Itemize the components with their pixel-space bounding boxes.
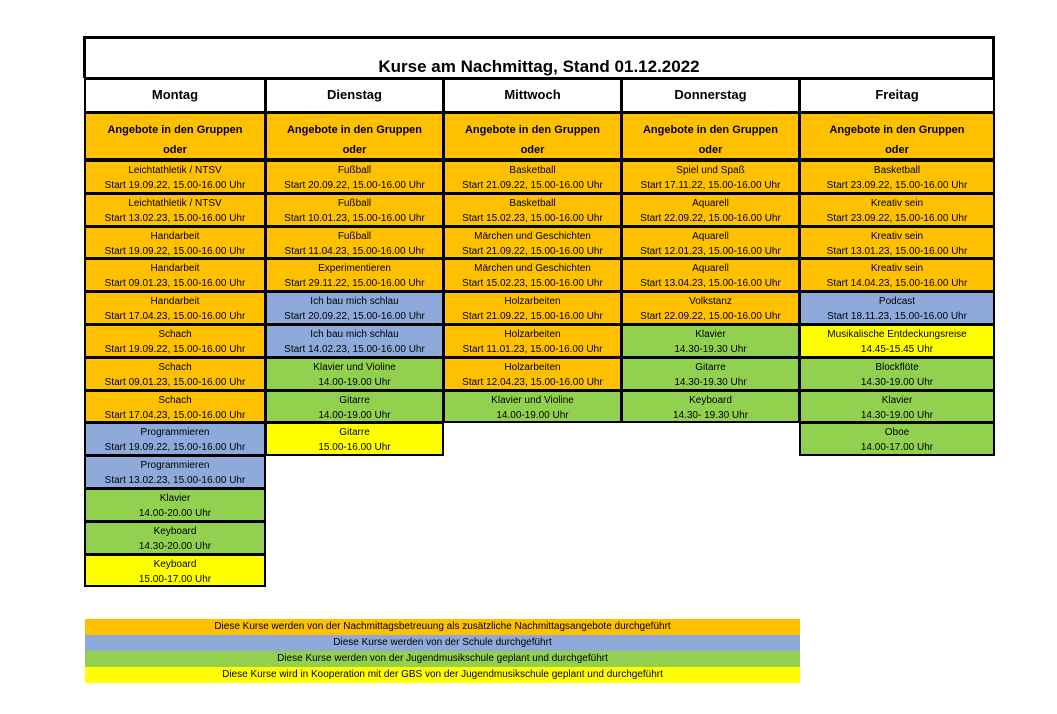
course-cell: [265, 324, 444, 358]
course-cell: [799, 160, 995, 194]
legend-row: Diese Kurse werden von der Jugendmusikschule geplant und durchgeführt: [85, 651, 800, 667]
course-cell: [84, 193, 266, 227]
course-time: 14.30- 19.30 Uhr: [672, 409, 749, 421]
course-cell: [84, 455, 266, 489]
course-cell: [799, 324, 995, 358]
course-name: Keyboard: [153, 558, 197, 570]
course-name: Basketball: [873, 165, 921, 176]
course-name: Aquarell: [692, 197, 729, 209]
course-name: Schach: [158, 394, 192, 406]
course-cell: [84, 160, 266, 194]
course-time: Start 11.01.23, 15.00-16.00 Uhr: [462, 344, 603, 355]
course-name: Kreativ sein: [870, 230, 924, 242]
course-time: Start 13.02.23, 15.00-16.00 Uhr: [104, 212, 246, 224]
course-name: Ich bau mich schlau: [310, 296, 399, 308]
course-cell: [443, 258, 622, 292]
course-name: Klavier: [881, 394, 913, 406]
course-time: Start 09.01.23, 15.00-16.00 Uhr: [104, 376, 246, 388]
course-cell: [621, 357, 800, 391]
course-name: Klavier: [159, 493, 191, 504]
group-offer-header: [799, 112, 995, 160]
course-name: Volkstanz: [689, 296, 732, 308]
group-offer-label: Angebote in den Gruppen: [829, 124, 965, 136]
course-cell: [265, 291, 444, 325]
legend-row: Diese Kurse werden von der Nachmittagsbetreuung als zusätzliche Nachmittagsangebote durchgeführt: [85, 619, 800, 635]
course-time: Start 17.04.23, 15.00-16.00 Uhr: [104, 409, 246, 421]
course-time: 14.30-19.30 Uhr: [674, 344, 747, 355]
course-name: Keyboard: [153, 525, 197, 537]
group-offer-label: Angebote in den Gruppen: [107, 124, 243, 136]
day-header: Dienstag: [265, 78, 444, 113]
course-cell: [621, 226, 800, 260]
course-time: 14.00-20.00 Uhr: [138, 508, 212, 519]
course-name: Handarbeit: [150, 230, 200, 242]
day-header: Montag: [84, 78, 266, 113]
course-time: Start 13.02.23, 15.00-16.00 Uhr: [104, 475, 246, 487]
course-cell: [621, 258, 800, 292]
course-time: Start 17.04.23, 15.00-16.00 Uhr: [104, 311, 246, 323]
course-cell: [621, 193, 800, 227]
course-time: Start 09.01.23, 15.00-16.00 Uhr: [104, 278, 246, 290]
course-time: 14.30-19.00 Uhr: [860, 376, 934, 388]
course-time: 14.00-19.00 Uhr: [496, 409, 569, 421]
course-name: Klavier: [695, 329, 726, 340]
course-name: Gitarre: [339, 394, 370, 406]
course-time: Start 23.09.22, 15.00-16.00 Uhr: [826, 212, 968, 224]
course-name: Leichtathletik / NTSV: [128, 165, 222, 176]
course-cell: [621, 390, 800, 424]
course-cell: [443, 160, 622, 194]
course-cell: [84, 357, 266, 391]
course-time: 14.00-19.00 Uhr: [318, 409, 391, 421]
course-cell: [265, 160, 444, 194]
group-offer-header: [621, 112, 800, 160]
legend-row: Diese Kurse wird in Kooperation mit der GBS von der Jugendmusikschule geplant und durchgeführt: [85, 667, 800, 683]
course-time: 14.00-17.00 Uhr: [860, 442, 934, 454]
course-name: Kreativ sein: [870, 263, 924, 275]
course-name: Leichtathletik / NTSV: [128, 197, 222, 209]
course-cell: [84, 324, 266, 358]
course-time: Start 20.09.22, 15.00-16.00 Uhr: [284, 311, 425, 323]
course-cell: [265, 226, 444, 260]
course-cell: [799, 258, 995, 292]
course-cell: [443, 324, 622, 358]
course-cell: [443, 390, 622, 424]
course-name: Musikalische Entdeckungsreise: [827, 329, 967, 340]
course-cell: [84, 521, 266, 555]
course-cell: [265, 258, 444, 292]
course-name: Holzarbeiten: [504, 361, 561, 373]
course-name: Handarbeit: [150, 296, 200, 308]
legend-row: Diese Kurse werden von der Schule durchgeführt: [85, 635, 800, 651]
group-offer-header: [84, 112, 266, 160]
course-name: Märchen und Geschichten: [474, 230, 591, 242]
course-name: Blockflöte: [875, 361, 919, 373]
course-time: Start 13.04.23, 15.00-16.00 Uhr: [640, 278, 781, 290]
course-name: Aquarell: [692, 263, 729, 275]
course-cell: [265, 390, 444, 424]
group-offer-header: [443, 112, 622, 160]
course-name: Klavier und Violine: [313, 361, 396, 373]
course-name: Programmieren: [140, 427, 210, 439]
course-time: Start 22.09.22, 15.00-16.00 Uhr: [640, 212, 781, 224]
course-name: Schach: [158, 329, 192, 340]
day-header: Freitag: [799, 78, 995, 113]
course-cell: [621, 160, 800, 194]
course-time: Start 18.11.23, 15.00-16.00 Uhr: [827, 311, 967, 323]
course-time: Start 19.09.22, 15.00-16.00 Uhr: [104, 344, 246, 355]
course-name: Handarbeit: [150, 263, 200, 275]
course-cell: [84, 291, 266, 325]
group-offer-label: Angebote in den Gruppen: [464, 124, 601, 136]
course-time: Start 23.09.22, 15.00-16.00 Uhr: [826, 180, 968, 191]
course-cell: [799, 193, 995, 227]
course-name: Experimentieren: [318, 263, 391, 275]
course-cell: [84, 554, 266, 588]
course-name: Basketball: [509, 197, 556, 209]
group-offer-label: Angebote in den Gruppen: [642, 124, 779, 136]
or-label: oder: [885, 144, 909, 156]
course-time: Start 11.04.23, 15.00-16.00 Uhr: [284, 245, 425, 257]
course-time: Start 20.09.22, 15.00-16.00 Uhr: [284, 180, 425, 191]
course-name: Fußball: [337, 230, 372, 242]
course-cell: [443, 291, 622, 325]
or-label: oder: [342, 144, 367, 156]
course-time: Start 14.04.23, 15.00-16.00 Uhr: [826, 278, 968, 290]
course-name: Gitarre: [339, 427, 370, 439]
course-name: Basketball: [509, 165, 556, 176]
course-name: Keyboard: [689, 394, 732, 406]
course-time: Start 19.09.22, 15.00-16.00 Uhr: [104, 442, 246, 454]
course-time: Start 29.11.22, 15.00-16.00 Uhr: [284, 278, 425, 290]
course-name: Kreativ sein: [870, 197, 924, 209]
course-name: Podcast: [878, 296, 916, 308]
course-time: Start 12.01.23, 15.00-16.00 Uhr: [640, 245, 781, 257]
course-time: Start 15.02.23, 15.00-16.00 Uhr: [462, 278, 603, 290]
course-time: 14.30-20.00 Uhr: [138, 540, 212, 552]
day-header: Mittwoch: [443, 78, 622, 113]
course-cell: [265, 193, 444, 227]
group-offer-label: Angebote in den Gruppen: [286, 124, 423, 136]
course-name: Holzarbeiten: [504, 329, 561, 340]
course-cell: [443, 357, 622, 391]
course-name: Märchen und Geschichten: [474, 263, 591, 275]
course-cell: [265, 422, 444, 456]
course-time: Start 21.09.22, 15.00-16.00 Uhr: [462, 245, 603, 257]
course-cell: [621, 324, 800, 358]
course-cell: [799, 357, 995, 391]
course-cell: [443, 193, 622, 227]
course-cell: [84, 488, 266, 522]
course-time: 14.00-19.00 Uhr: [318, 376, 391, 388]
course-time: Start 21.09.22, 15.00-16.00 Uhr: [462, 180, 603, 191]
course-time: Start 21.09.22, 15.00-16.00 Uhr: [462, 311, 603, 323]
page-title: Kurse am Nachmittag, Stand 01.12.2022: [83, 36, 995, 78]
course-time: 14.30-19.00 Uhr: [860, 409, 934, 421]
course-name: Programmieren: [140, 460, 210, 472]
course-name: Schach: [158, 361, 192, 373]
group-offer-header: [265, 112, 444, 160]
course-time: Start 13.01.23, 15.00-16.00 Uhr: [826, 245, 968, 257]
course-time: Start 19.09.22, 15.00-16.00 Uhr: [104, 245, 246, 257]
or-label: oder: [520, 144, 545, 156]
course-cell: [84, 226, 266, 260]
course-name: Gitarre: [695, 361, 726, 373]
course-name: Holzarbeiten: [504, 296, 561, 308]
course-time: Start 22.09.22, 15.00-16.00 Uhr: [640, 311, 781, 323]
or-label: oder: [698, 144, 723, 156]
course-time: 15.00-17.00 Uhr: [138, 573, 212, 585]
course-time: Start 19.09.22, 15.00-16.00 Uhr: [104, 180, 246, 191]
course-cell: [84, 390, 266, 424]
course-name: Spiel und Spaß: [676, 165, 745, 176]
course-time: 14.45-15.45 Uhr: [860, 344, 934, 355]
or-label: oder: [163, 144, 187, 156]
course-time: 14.30-19.30 Uhr: [674, 376, 747, 388]
course-time: Start 14.02.23, 15.00-16.00 Uhr: [284, 344, 425, 355]
course-cell: [84, 258, 266, 292]
course-name: Fußball: [337, 165, 372, 176]
course-cell: [265, 357, 444, 391]
course-cell: [799, 291, 995, 325]
course-name: Ich bau mich schlau: [310, 329, 399, 340]
course-name: Fußball: [337, 197, 372, 209]
course-time: 15.00-16.00 Uhr: [318, 442, 391, 454]
course-time: Start 12.04.23, 15.00-16.00 Uhr: [462, 376, 603, 388]
course-cell: [799, 226, 995, 260]
course-name: Klavier und Violine: [491, 394, 574, 406]
course-name: Aquarell: [692, 230, 729, 242]
day-header: Donnerstag: [621, 78, 800, 113]
course-time: Start 10.01.23, 15.00-16.00 Uhr: [284, 212, 425, 224]
course-cell: [799, 422, 995, 456]
course-name: Oboe: [884, 427, 910, 439]
course-time: Start 17.11.22, 15.00-16.00 Uhr: [640, 180, 781, 191]
course-cell: [621, 291, 800, 325]
course-cell: [84, 422, 266, 456]
course-time: Start 15.02.23, 15.00-16.00 Uhr: [462, 212, 603, 224]
course-cell: [799, 390, 995, 424]
course-cell: [443, 226, 622, 260]
